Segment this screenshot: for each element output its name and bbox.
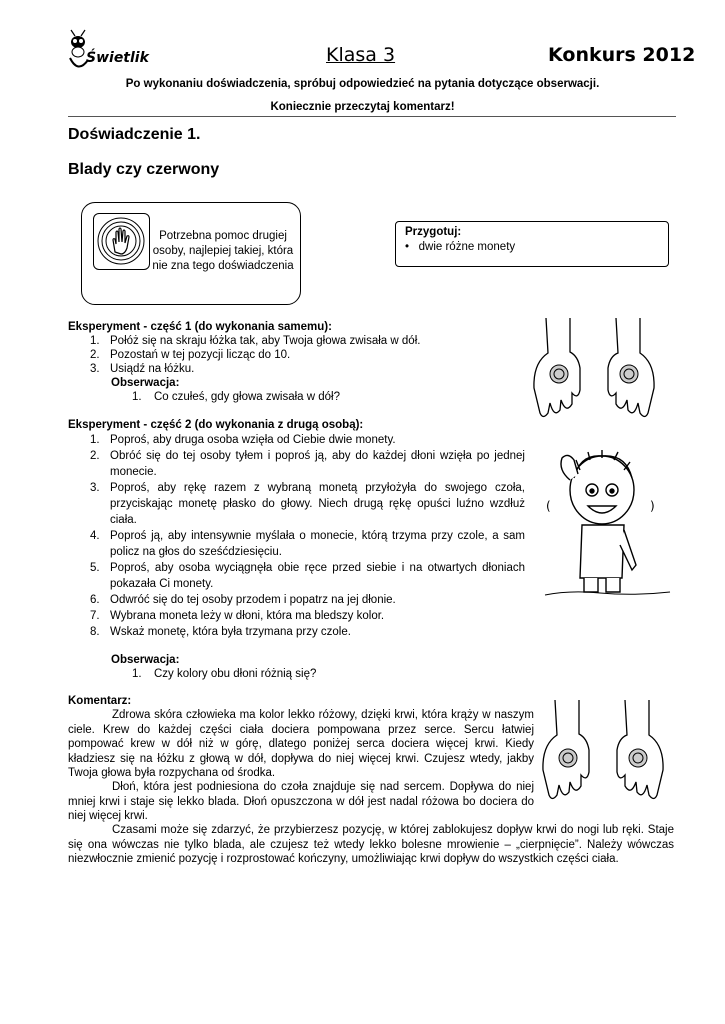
list-item: 2. Obróć się do tej osoby tyłem i poproś ją, aby do każdej dłoni wzięła po jednej monecie.	[90, 450, 525, 478]
list-item: 4. Poproś ją, aby intensywnie myślała o monecie, którą trzyma przy czole, a sam policz na głos do sześćdziesięciu.	[90, 530, 525, 558]
logo-text: Świetlik	[86, 50, 149, 66]
bullet-icon: •	[405, 241, 419, 253]
part1-steps	[90, 334, 525, 376]
swietlik-logo	[66, 30, 166, 75]
part2-observation-label: Obserwacja:	[111, 654, 180, 666]
help-box-text: Potrzebna pomoc drugiej osoby, najlepiej takiej, która nie zna tego doświadczenia	[152, 230, 294, 272]
helping-hand-icon	[93, 213, 150, 270]
part1-observation-label: Obserwacja:	[111, 377, 180, 389]
comment-paragraph-2: Dłoń, która jest podniesiona do czoła znajduje się nad sercem. Dopływa do niej mniej krwi i staje się lekko blada. Dłoń opuszczona w dół jest nadal różowa bo dociera do niej więcej krwi.	[68, 781, 534, 822]
hands-with-coins-illustration-1	[528, 318, 668, 428]
instruction-line-2: Koniecznie przeczytaj komentarz!	[270, 101, 455, 113]
part2-title: Eksperyment - część 2 (do wykonania z drugą osobą):	[68, 419, 364, 431]
boy-thinking-illustration	[540, 450, 675, 600]
part1-question: 1. Co czułeś, gdy głowa zwisała w dół?	[132, 391, 341, 403]
svg-text:): )	[650, 499, 655, 513]
svg-text:(: (	[546, 499, 551, 513]
part2-question: 1. Czy kolory obu dłoni różnią się?	[132, 668, 317, 680]
list-item: 8. Wskaż monetę, która była trzymana przy czole.	[90, 626, 351, 638]
part2-steps	[90, 432, 525, 640]
prepare-title: Przygotuj:	[405, 226, 462, 238]
coin-icon	[620, 365, 638, 383]
coin-icon	[550, 365, 568, 383]
header-divider	[68, 116, 676, 117]
hands-with-coins-illustration-2	[537, 700, 677, 810]
instruction-line-1: Po wykonaniu doświadczenia, spróbuj odpowiedzieć na pytania dotyczące obserwacji.	[125, 78, 600, 90]
experiment-number: Doświadczenie 1.	[68, 126, 201, 143]
class-title: Klasa 3	[326, 44, 396, 66]
coin-icon	[629, 749, 647, 767]
comment-paragraph-1: Zdrowa skóra człowieka ma kolor lekko różowy, dzięki krwi, która krąży w naszym ciele. Krew do każdej części ciała dociera pompowana przez serce. Sercu łatwiej pompować krew w dół niż w górę, dlatego poniżej serca dociera więcej krwi. Kiedy kładziesz się na łóżku z głową w dół, dopływa do niej więcej krwi. Czujesz wtedy, jakby Twoja głowa była rozpychana od środka.	[68, 709, 534, 779]
list-item: 1. Połóż się na skraju łóżka tak, aby Twoja głowa zwisała w dół.	[90, 335, 421, 347]
experiment-name: Blady czy czerwony	[68, 161, 220, 178]
prepare-item-text: dwie różne monety	[418, 241, 516, 253]
contest-title: Konkurs 2012	[548, 44, 696, 66]
comment-title: Komentarz:	[68, 695, 132, 707]
list-item: 3. Poproś, aby rękę razem z wybraną monetą przyłożyła do swojego czoła, przyciskając monetę płasko do głowy. Niech drugą rękę opuści luźno wzdłuż ciała.	[90, 482, 525, 526]
list-item: 5. Poproś, aby osoba wyciągnęła obie ręce przed siebie i na otwartych dłoniach pokazała Ci monety.	[90, 562, 525, 590]
list-item: 7. Wybrana moneta leży w dłoni, która ma bledszy kolor.	[90, 610, 385, 622]
comment-paragraph-3: Czasami może się zdarzyć, że przybierzesz pozycję, w której zablokujesz dopływ krwi do nogi lub ręki. Staje się ona wówczas nie tylko blada, ale czujesz też wtedy lekko bolesne mrowienie – „cierpnięcie”. Należy wówczas niezwłocznie zmienić pozycję i rozprostować kończyny, umożliwiając krwi dopływ do wszystkich części ciała.	[68, 824, 674, 865]
list-item: 1. Poproś, aby druga osoba wzięła od Ciebie dwie monety.	[90, 434, 396, 446]
coin-icon	[559, 749, 577, 767]
part1-title: Eksperyment - część 1 (do wykonania samemu):	[68, 321, 332, 333]
list-item: 6. Odwróć się do tej osoby przodem i popatrz na jej dłonie.	[90, 594, 396, 606]
list-item: 3. Usiądź na łóżku.	[90, 363, 195, 375]
prepare-item	[405, 241, 515, 253]
list-item: 2. Pozostań w tej pozycji licząc do 10.	[90, 349, 291, 361]
